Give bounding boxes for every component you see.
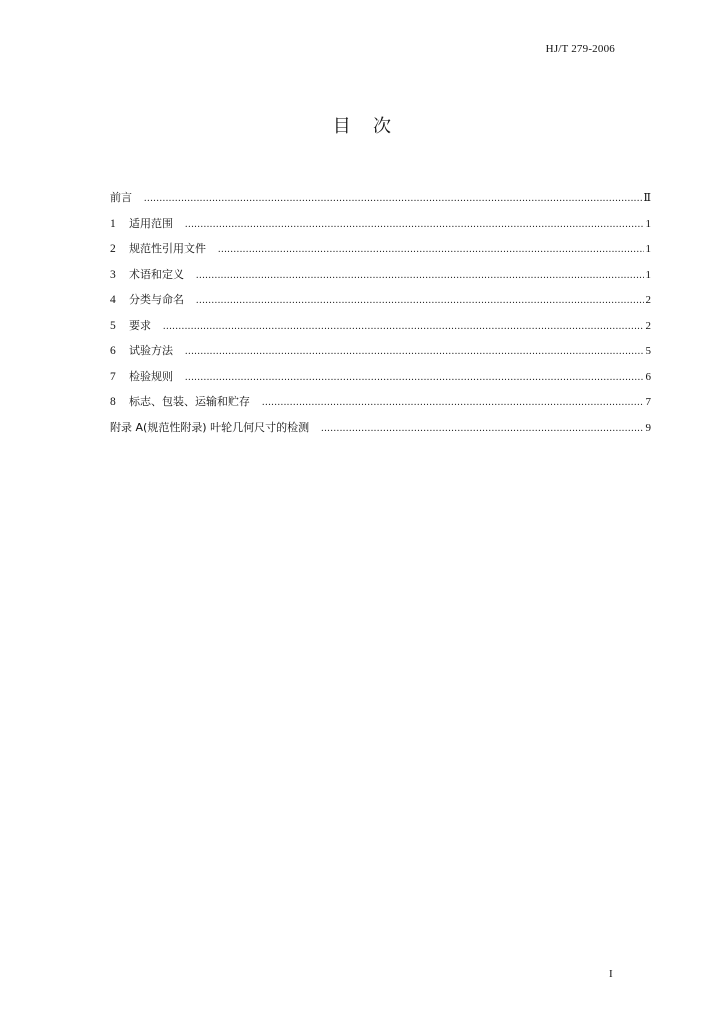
toc-entry-number: 4 [110,294,116,306]
page-title [0,112,724,138]
toc-entry-text: 规范性引用文件 [129,242,206,255]
toc-entry-page: 1 [645,268,651,281]
toc-leader-dots [196,270,644,281]
toc-entry-text: 前言 [110,191,132,204]
toc-leader-dots [262,397,644,408]
toc-entry-marking-packaging[interactable] [110,393,651,419]
document-code: HJ/T 279-2006 [545,43,615,55]
toc-entry-text: 术语和定义 [129,267,184,281]
toc-entry-text: 检验规则 [129,369,173,383]
toc-entry-page: 1 [645,243,651,255]
toc-entry-number: 6 [110,345,116,357]
toc-entry-classification[interactable] [110,291,651,317]
toc-entry-text: 标志、包装、运输和贮存 [129,395,250,408]
toc-entry-page: 1 [645,217,651,230]
title-char-2: 次 [373,116,392,137]
toc-entry-number: 7 [110,370,116,383]
toc-entry-text: 分类与命名 [129,293,184,306]
toc-entry-terms[interactable] [110,266,651,292]
toc-entry-text: 试验方法 [129,344,173,357]
toc-entry-number: 1 [110,217,116,230]
toc-entry-number: 5 [110,319,116,332]
toc-leader-dots [185,372,644,383]
toc-entry-requirements[interactable] [110,317,651,343]
toc-entry-page: 5 [645,345,651,357]
page-number: I [609,968,613,980]
toc-entry-number: 3 [110,268,116,281]
toc-entry-text: 要求 [129,318,151,332]
toc-entry-preface[interactable] [110,189,651,215]
toc-entry-test-methods[interactable] [110,342,651,368]
toc-entry-page: 2 [645,294,651,306]
toc-entry-text: 适用范围 [129,216,173,230]
toc-leader-dots [218,244,644,255]
toc-entry-page: 6 [645,370,651,383]
title-char-1: 目 [332,116,351,137]
toc-entry-number: 2 [110,243,116,255]
toc-entry-normative-references[interactable] [110,240,651,266]
toc-leader-dots [185,346,644,357]
toc-leader-dots [144,193,642,204]
table-of-contents [110,189,651,444]
toc-entry-text: 附录 A(规范性附录) 叶轮几何尺寸的检测 [110,420,310,434]
toc-leader-dots [196,295,644,306]
toc-entry-appendix-a[interactable] [110,419,651,445]
toc-entry-scope[interactable] [110,215,651,241]
toc-entry-page: 2 [645,319,651,332]
toc-leader-dots [321,423,643,434]
toc-entry-page: Ⅱ [643,192,651,204]
toc-leader-dots [163,321,644,332]
toc-entry-page: 9 [645,421,651,434]
toc-leader-dots [185,219,644,230]
toc-entry-number: 8 [110,396,116,408]
toc-entry-page: 7 [645,396,651,408]
toc-entry-inspection-rules[interactable] [110,368,651,394]
